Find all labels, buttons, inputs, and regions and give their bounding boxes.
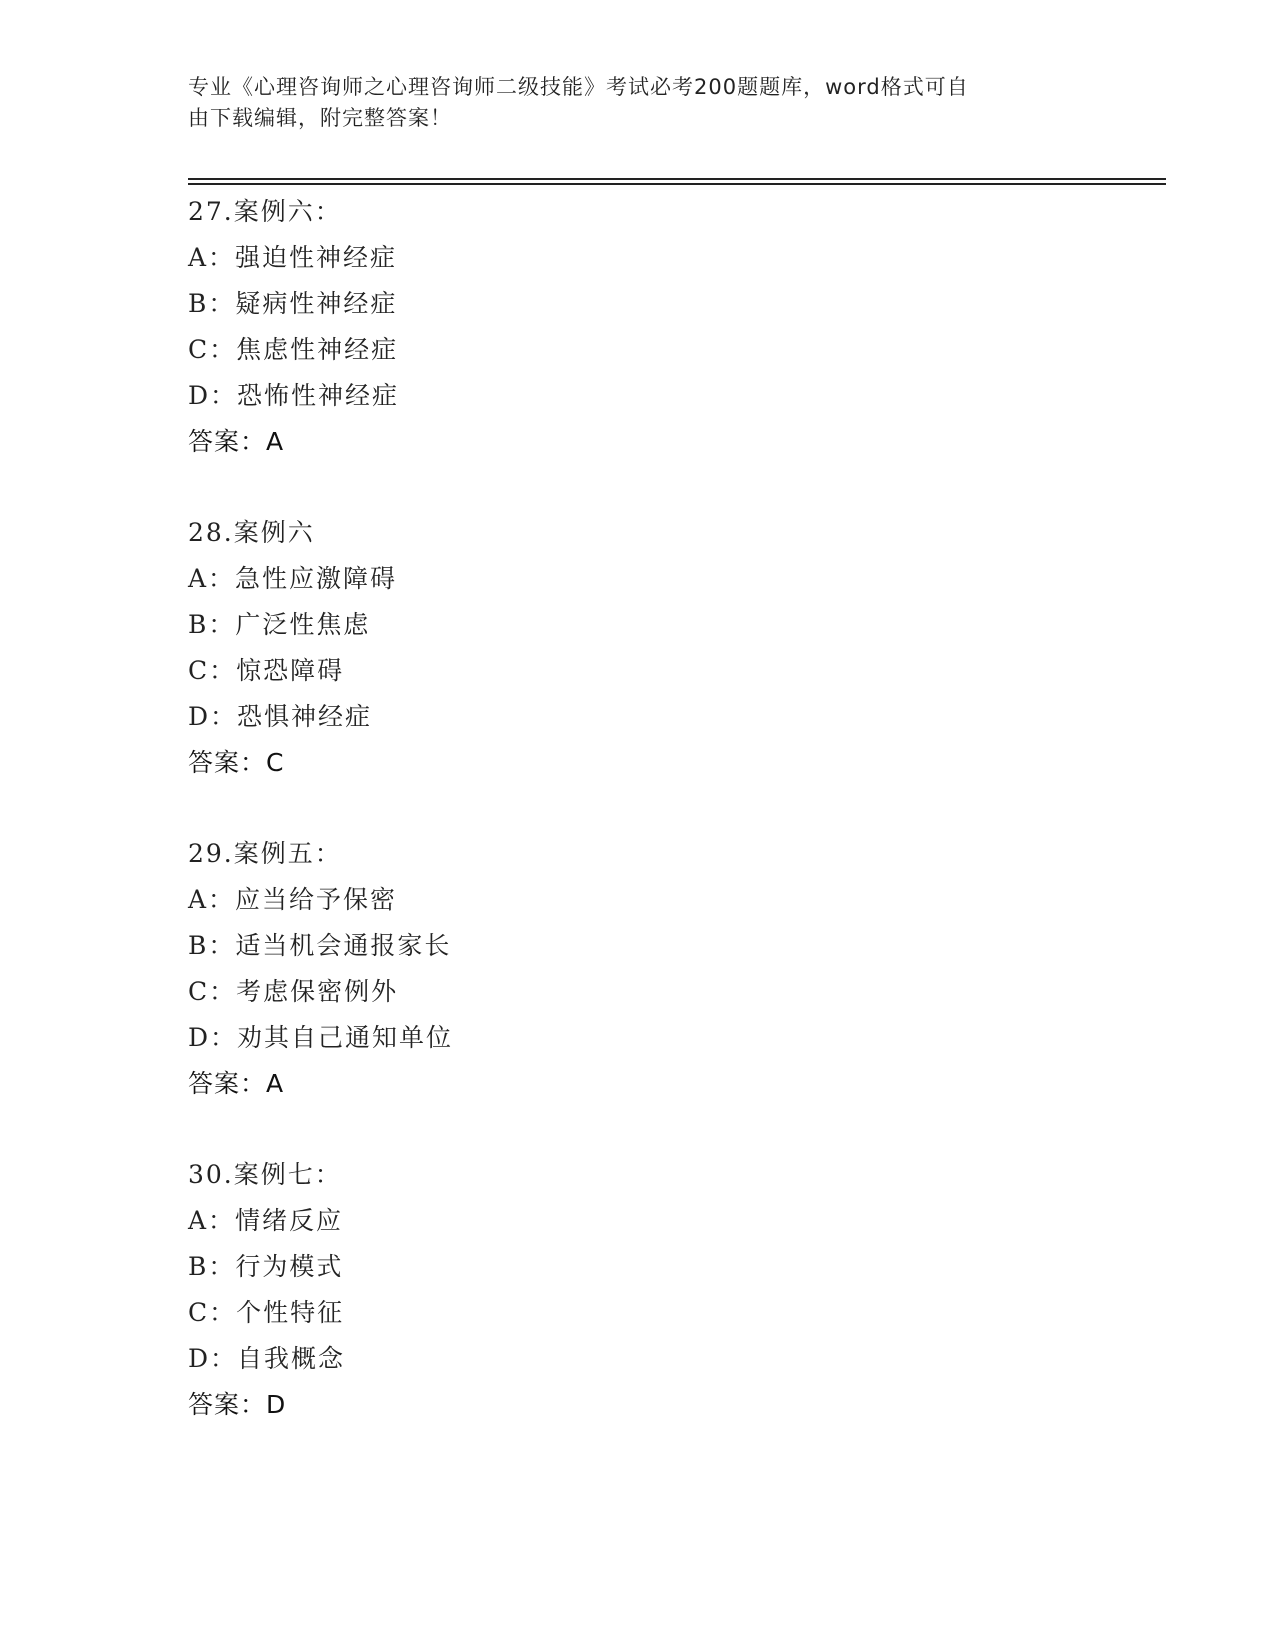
question-29 — [188, 831, 1166, 1107]
option-d: D：自我概念 — [188, 1344, 346, 1373]
option-a: A：应当给予保密 — [188, 885, 398, 914]
option-c: C：考虑保密例外 — [188, 977, 399, 1006]
header-divider-bottom — [188, 183, 1166, 185]
option-b: B：适当机会通报家长 — [188, 931, 452, 960]
question-30 — [188, 1152, 1166, 1428]
option-a: A：急性应激障碍 — [188, 564, 398, 593]
question-title: 30.案例七： — [188, 1160, 342, 1189]
option-a: A：情绪反应 — [188, 1206, 344, 1235]
question-spacer — [188, 786, 1166, 831]
question-27 — [188, 189, 1166, 465]
option-a: A：强迫性神经症 — [188, 243, 398, 272]
answer-text: 答案：A — [188, 1069, 285, 1098]
question-list — [188, 189, 1166, 1428]
header-divider-top — [188, 178, 1166, 180]
option-c: C：惊恐障碍 — [188, 656, 345, 685]
answer-text: 答案：C — [188, 748, 285, 777]
header-line-1: 专业《心理咨询师之心理咨询师二级技能》考试必考200题题库，word格式可自 — [188, 75, 969, 99]
document-header — [188, 72, 1068, 134]
option-d: D：恐惧神经症 — [188, 702, 373, 731]
option-d: D：劝其自己通知单位 — [188, 1023, 454, 1052]
option-c: C：焦虑性神经症 — [188, 335, 399, 364]
question-spacer — [188, 1107, 1166, 1152]
header-line-2: 由下载编辑，附完整答案！ — [188, 106, 452, 130]
answer-text: 答案：D — [188, 1390, 287, 1419]
question-title: 28.案例六 — [188, 518, 315, 547]
option-c: C：个性特征 — [188, 1298, 345, 1327]
option-b: B：行为模式 — [188, 1252, 344, 1281]
option-b: B：广泛性焦虑 — [188, 610, 371, 639]
answer-text: 答案：A — [188, 427, 285, 456]
option-b: B：疑病性神经症 — [188, 289, 398, 318]
option-d: D：恐怖性神经症 — [188, 381, 400, 410]
question-title: 27.案例六： — [188, 197, 342, 226]
question-spacer — [188, 465, 1166, 510]
question-title: 29.案例五： — [188, 839, 342, 868]
question-28 — [188, 510, 1166, 786]
